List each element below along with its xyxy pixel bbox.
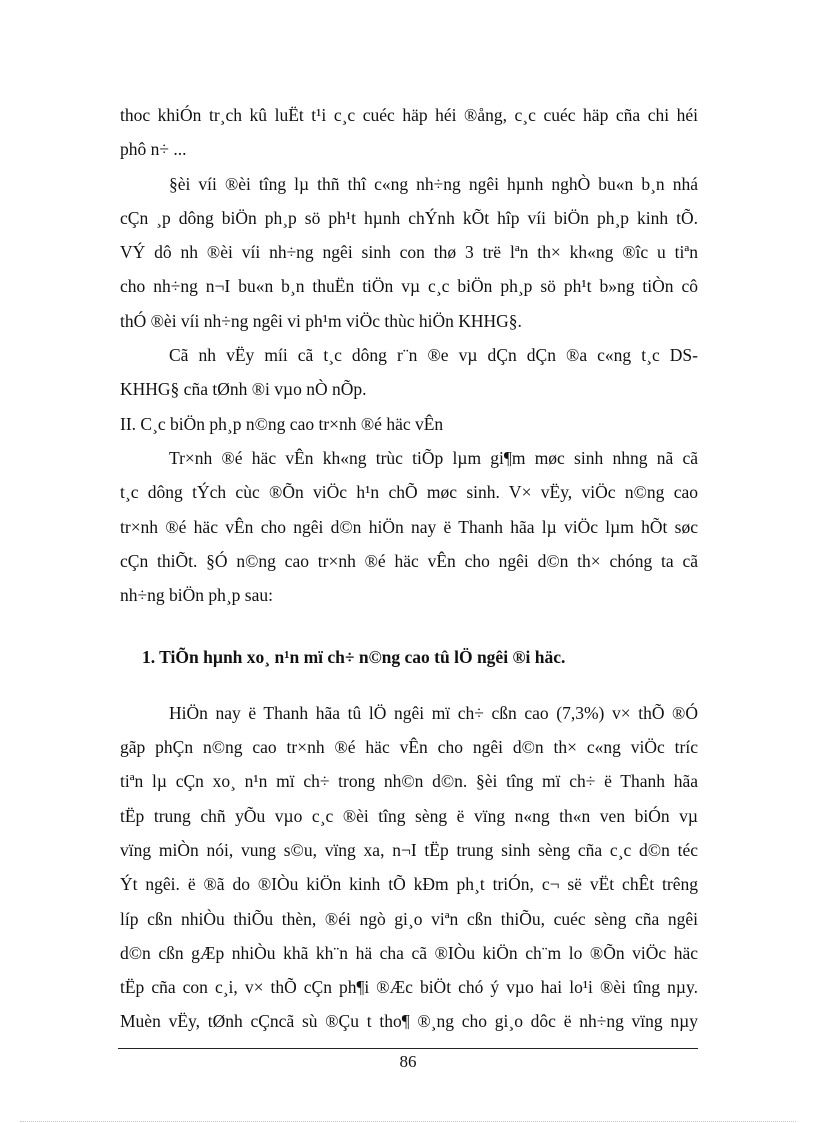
text-line: Cã nh vËy míi cã t¸c dông r¨n ®e vµ dÇn dÇn ®a c«ng t¸c DS-	[169, 345, 698, 366]
footer-divider	[118, 1048, 698, 1049]
text-line: tiªn lµ cÇn xo¸ n¹n mï ch÷ trong nh©n d©n. §èi tîng mï ch÷ ë Thanh hãa	[120, 771, 698, 792]
text-line: tËp trung chñ yÕu vµo c¸c ®èi tîng sèng ë vïng n«ng th«n ven biÓn vµ	[120, 805, 698, 826]
section-title: II. C¸c biÖn ph¸p n©ng cao tr×nh ®é häc vÊn	[120, 413, 444, 434]
text-line: VÝ dô nh ®èi víi nh÷ng ngêi sinh con thø 3 trë lªn th× kh«ng ®îc u tiªn	[120, 242, 698, 263]
text-line: d©n cßn gÆp nhiÒu khã kh¨n hä cha cã ®IÒu kiÖn ch¨m lo ®Õn viÖc häc	[120, 942, 698, 963]
text-line: Muèn vËy, tØnh cÇncã sù ®Çu t tho¶ ®¸ng cho gi¸o dôc ë nh÷ng vïng nµy	[120, 1011, 698, 1032]
text-line: t¸c dông tÝch cùc ®Õn viÖc h¹n chÕ møc sinh. V× vËy, viÖc n©ng cao	[120, 482, 698, 503]
text-line: §èi víi ®èi tîng lµ thñ thî c«ng nh÷ng ngêi hµnh nghÒ bu«n b¸n nhá	[169, 173, 698, 194]
text-line: Ýt ngêi. ë ®ã do ®IÒu kiÖn kinh tÕ kÐm ph¸t triÓn, c¬ së vËt chÊt trêng	[120, 874, 698, 895]
text-line: cho nh÷ng n¬I bu«n b¸n thuËn tiÖn vµ c¸c biÖn ph¸p sö ph¹t b»ng tiÒn cô	[120, 276, 698, 297]
page-bottom-border	[20, 1121, 796, 1122]
text-line: tËp cña con c¸i, v× thÕ cÇn ph¶i ®Æc biÖt chó ý vµo hai lo¹i ®èi tîng nµy.	[120, 977, 698, 998]
text-line: phô n÷ ...	[120, 139, 187, 160]
text-line: líp cßn nhiÒu thiÕu thèn, ®éi ngò gi¸o viªn cßn thiÕu, cuéc sèng cña ngêi	[120, 908, 698, 929]
text-line: KHHG§ cña tØnh ®i vµo nÒ nÕp.	[120, 379, 367, 400]
subsection-heading: 1. TiÕn hµnh xo¸ n¹n mï ch÷ n©ng cao tû lÖ ngêi ®i häc.	[142, 647, 566, 668]
text-line: tr×nh ®é häc vÊn cho ngêi d©n hiÖn nay ë Thanh hãa lµ viÖc lµm hÕt søc	[120, 516, 698, 537]
text-line: thoc khiÓn tr¸ch kû luËt t¹i c¸c cuéc häp héi ®ång, c¸c cuéc häp cña chi héi	[120, 105, 698, 125]
text-line: HiÖn nay ë Thanh hãa tû lÖ ngêi mï ch÷ cßn cao (7,3%) v× thÕ ®Ó	[169, 702, 698, 723]
text-line: nh÷ng biÖn ph¸p sau:	[120, 585, 273, 606]
text-line: cÇn ¸p dông biÖn ph¸p sö ph¹t hµnh chÝnh kÕt hîp víi biÖn ph¸p kinh tÕ.	[120, 207, 698, 228]
page-number: 86	[399, 1052, 417, 1071]
text-line: Tr×nh ®é häc vÊn kh«ng trùc tiÕp lµm gi¶m møc sinh nhng nã cã	[169, 447, 698, 468]
body-text	[120, 98, 698, 1039]
text-line: thÓ ®èi víi nh÷ng ngêi vi ph¹m viÖc thùc hiÖn KHHG§.	[120, 310, 522, 331]
text-line: cÇn thiÕt. §Ó n©ng cao tr×nh ®é häc vÊn cho ngêi d©n th× chóng ta cã	[120, 550, 698, 571]
text-line: vïng miÒn nói, vung s©u, vïng xa, n¬I tËp trung sinh sèng cña c¸c d©n téc	[120, 839, 698, 860]
text-line: gãp phÇn n©ng cao tr×nh ®é häc vÊn cho ngêi d©n th× c«ng viÖc tríc	[120, 737, 698, 758]
